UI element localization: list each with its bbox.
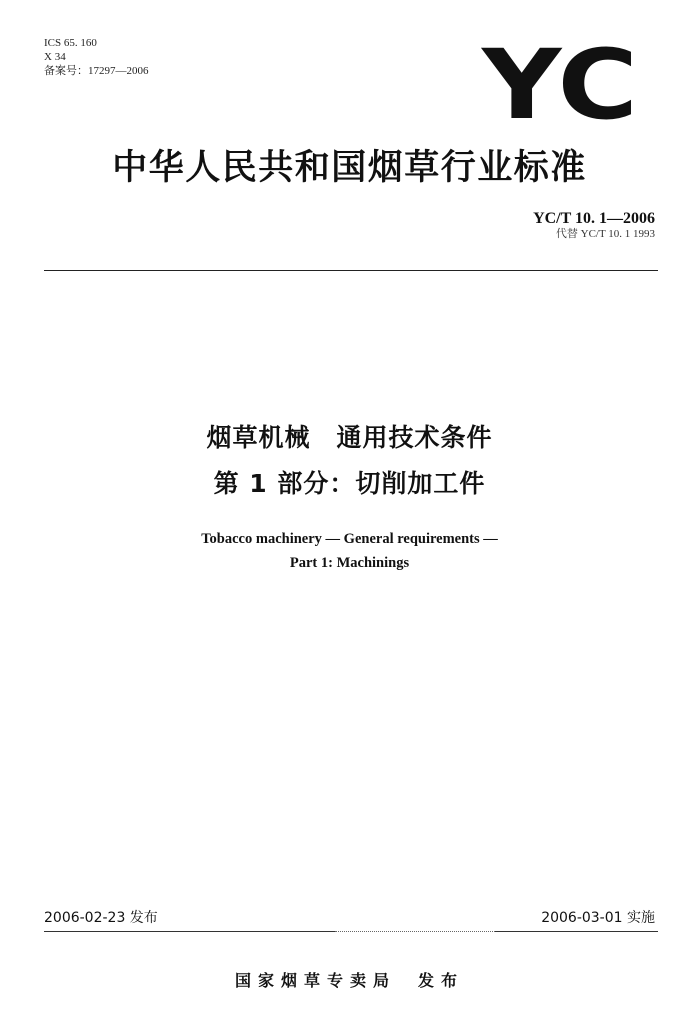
yc-logo <box>480 38 640 124</box>
logo-text: YC <box>480 38 638 124</box>
header-divider <box>44 270 658 271</box>
standard-number: YC/T 10. 1—2006 <box>533 210 655 227</box>
footer-divider-dotted <box>335 931 495 932</box>
replaces-note: 代替 YC/T 10. 1 1993 <box>555 228 655 240</box>
class-code: X 34 <box>44 51 66 63</box>
english-title-line-1: Tobacco machinery — General requirements — <box>201 531 498 547</box>
implementation-date: 2006-03-01 实施 <box>541 910 655 926</box>
filing-number: 备案号：17297—2006 <box>44 65 149 77</box>
english-title-line-2: Part 1: Machinings <box>289 555 410 571</box>
standard-code-block <box>533 210 655 241</box>
issue-date: 2006-02-23 发布 <box>44 910 158 926</box>
publisher-line <box>0 968 699 991</box>
publish-action: 发布 <box>418 971 465 990</box>
chinese-title-line-2: 第 1 部分：切削加工件 <box>213 469 486 498</box>
ics-code: ICS 65. 160 <box>44 37 97 49</box>
chinese-title-line-1: 烟草机械 通用技术条件 <box>206 423 493 452</box>
classification-block <box>44 36 149 78</box>
industry-standard-title: 中华人民共和国烟草行业标准 <box>112 148 587 188</box>
publisher-name: 国家烟草专卖局 <box>234 971 396 990</box>
